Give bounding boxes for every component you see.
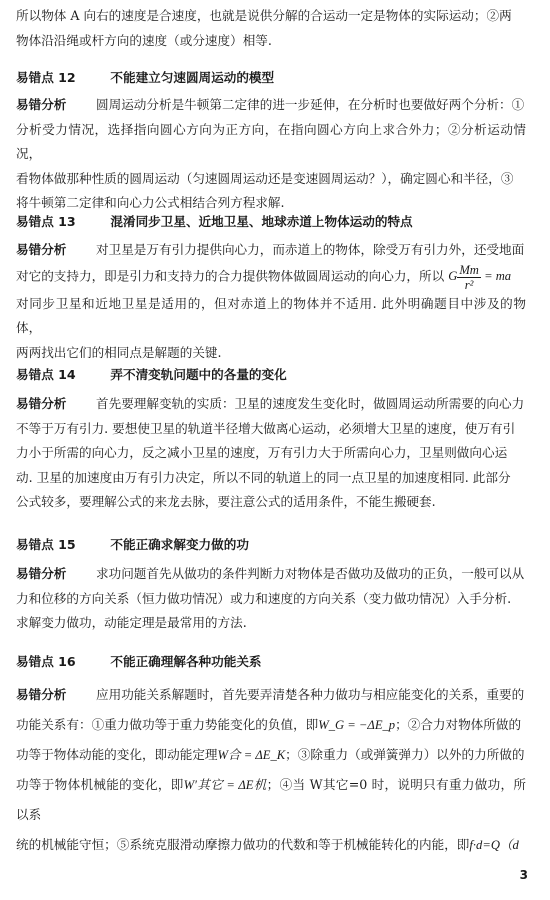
item-title: 不能正确求解变力做的功 [110,537,249,552]
item-number: 易错点 13 [16,214,76,229]
formula-gravity-work: W_G = −ΔE_p [318,718,396,732]
item-13-heading [16,212,526,232]
item-16-analysis: 易错分析 应用功能关系解题时，首先要弄清楚各种力做功与相应能变化的关系，重要的 功能关系有：①重力做功等于重力势能变化的负值，即W_G = −ΔE_p；②合力对物体所做的 功等于物体动能的变化，即动能定理W合 = ΔE_K；③除重力（或弹簧弹力）以外的力所做的 功等于物体机械能的变化，即W′其它 = ΔE机；④当 W其它=0 时，说明只有重力做功，所以系 统的机械能守恒；⑤系统克服滑动摩擦力做功的代数和等于机械能转化的内能，即f·d=Q（d [16,680,526,860]
formula-friction-heat: f·d=Q（d [469,838,519,852]
item-15-analysis: 易错分析 求功问题首先从做功的条件判断力对物体是否做功及做功的正负，一般可以从 力和位移的方向关系（恒力做功情况）或力和速度的方向关系（变力做功情况）入手分析. 求解变力做功，动能定理是最常用的方法. [16,562,526,636]
analysis-label: 易错分析 [16,566,67,581]
analysis-label: 易错分析 [16,97,67,112]
item-14-heading [16,365,526,385]
item-12-heading [16,68,526,88]
gravitation-formula: G $\frac{Mm}{\text{r²}}$ = ma [448,262,512,292]
item-13-analysis: 易错分析 对卫星是万有引力提供向心力，而赤道上的物体，除受万有引力外，还受地面 对它的支持力，即是引力和支持力的合力提供物体做圆周运动的向心力，所以 G $\frac{Mm}{\text{r²}}$ = ma 对同步卫星和近地卫星是适用的，但对赤道上的物体并不适用. 此外明确题目中涉及的物体， 两两找出它们的相同点是解题的关键. [16,238,526,365]
item-15-heading [16,535,526,555]
item-14-analysis: 易错分析 首先要理解变轨的实质：卫星的速度发生变化时，做圆周运动所需要的向心力 不等于万有引力. 要想使卫星的轨道半径增大做离心运动，必须增大卫星的速度，使万有引 力小于所需的向心力，反之减小卫星的速度，万有引力大于所需向心力，卫星则做向心运 动. 卫星的加速度由万有引力决定，所以不同的轨道上的同一点卫星的加速度相同. 此部分 公式较多，要理解公式的来龙去脉，要注意公式的适用条件，不能生搬硬套. [16,392,526,515]
formula-kinetic-energy: W合 = ΔE_K [217,748,286,762]
item-12-analysis: 易错分析 圆周运动分析是牛顿第二定律的进一步延伸，在分析时也要做好两个分析：① 分析受力情况，选择指向圆心方向为正方向，在指向圆心方向上求合外力；②分析运动情况， 看物体做那种性质的圆周运动（匀速圆周运动还是变速圆周运动？），确定圆心和半径，③ 将牛顿第二定律和向心力公式相结合列方程求解. [16,93,526,216]
item-number: 易错点 12 [16,70,76,85]
item-title: 不能建立匀速圆周运动的模型 [110,70,275,85]
item-title: 弄不清变轨问题中的各量的变化 [110,367,287,382]
page-number: 3 [519,868,528,882]
item-number: 易错点 15 [16,537,76,552]
intro-line-1: 所以物体 A 向右的速度是合速度，也就是说供分解的合运动一定是物体的实际运动；②两 [16,8,512,23]
item-title: 不能正确理解各种功能关系 [110,654,262,669]
formula-mechanical-energy: W′其它 = ΔE机 [183,778,267,792]
item-16-heading [16,652,526,672]
intro-line-2: 物体沿沿绳或杆方向的速度（或分速度）相等. [16,32,272,48]
analysis-label: 易错分析 [16,396,67,411]
analysis-label: 易错分析 [16,242,67,257]
item-number: 易错点 16 [16,654,76,669]
item-number: 易错点 14 [16,367,76,382]
intro-paragraph [16,4,526,53]
analysis-label: 易错分析 [16,687,67,702]
item-title: 混淆同步卫星、近地卫星、地球赤道上物体运动的特点 [110,214,413,229]
